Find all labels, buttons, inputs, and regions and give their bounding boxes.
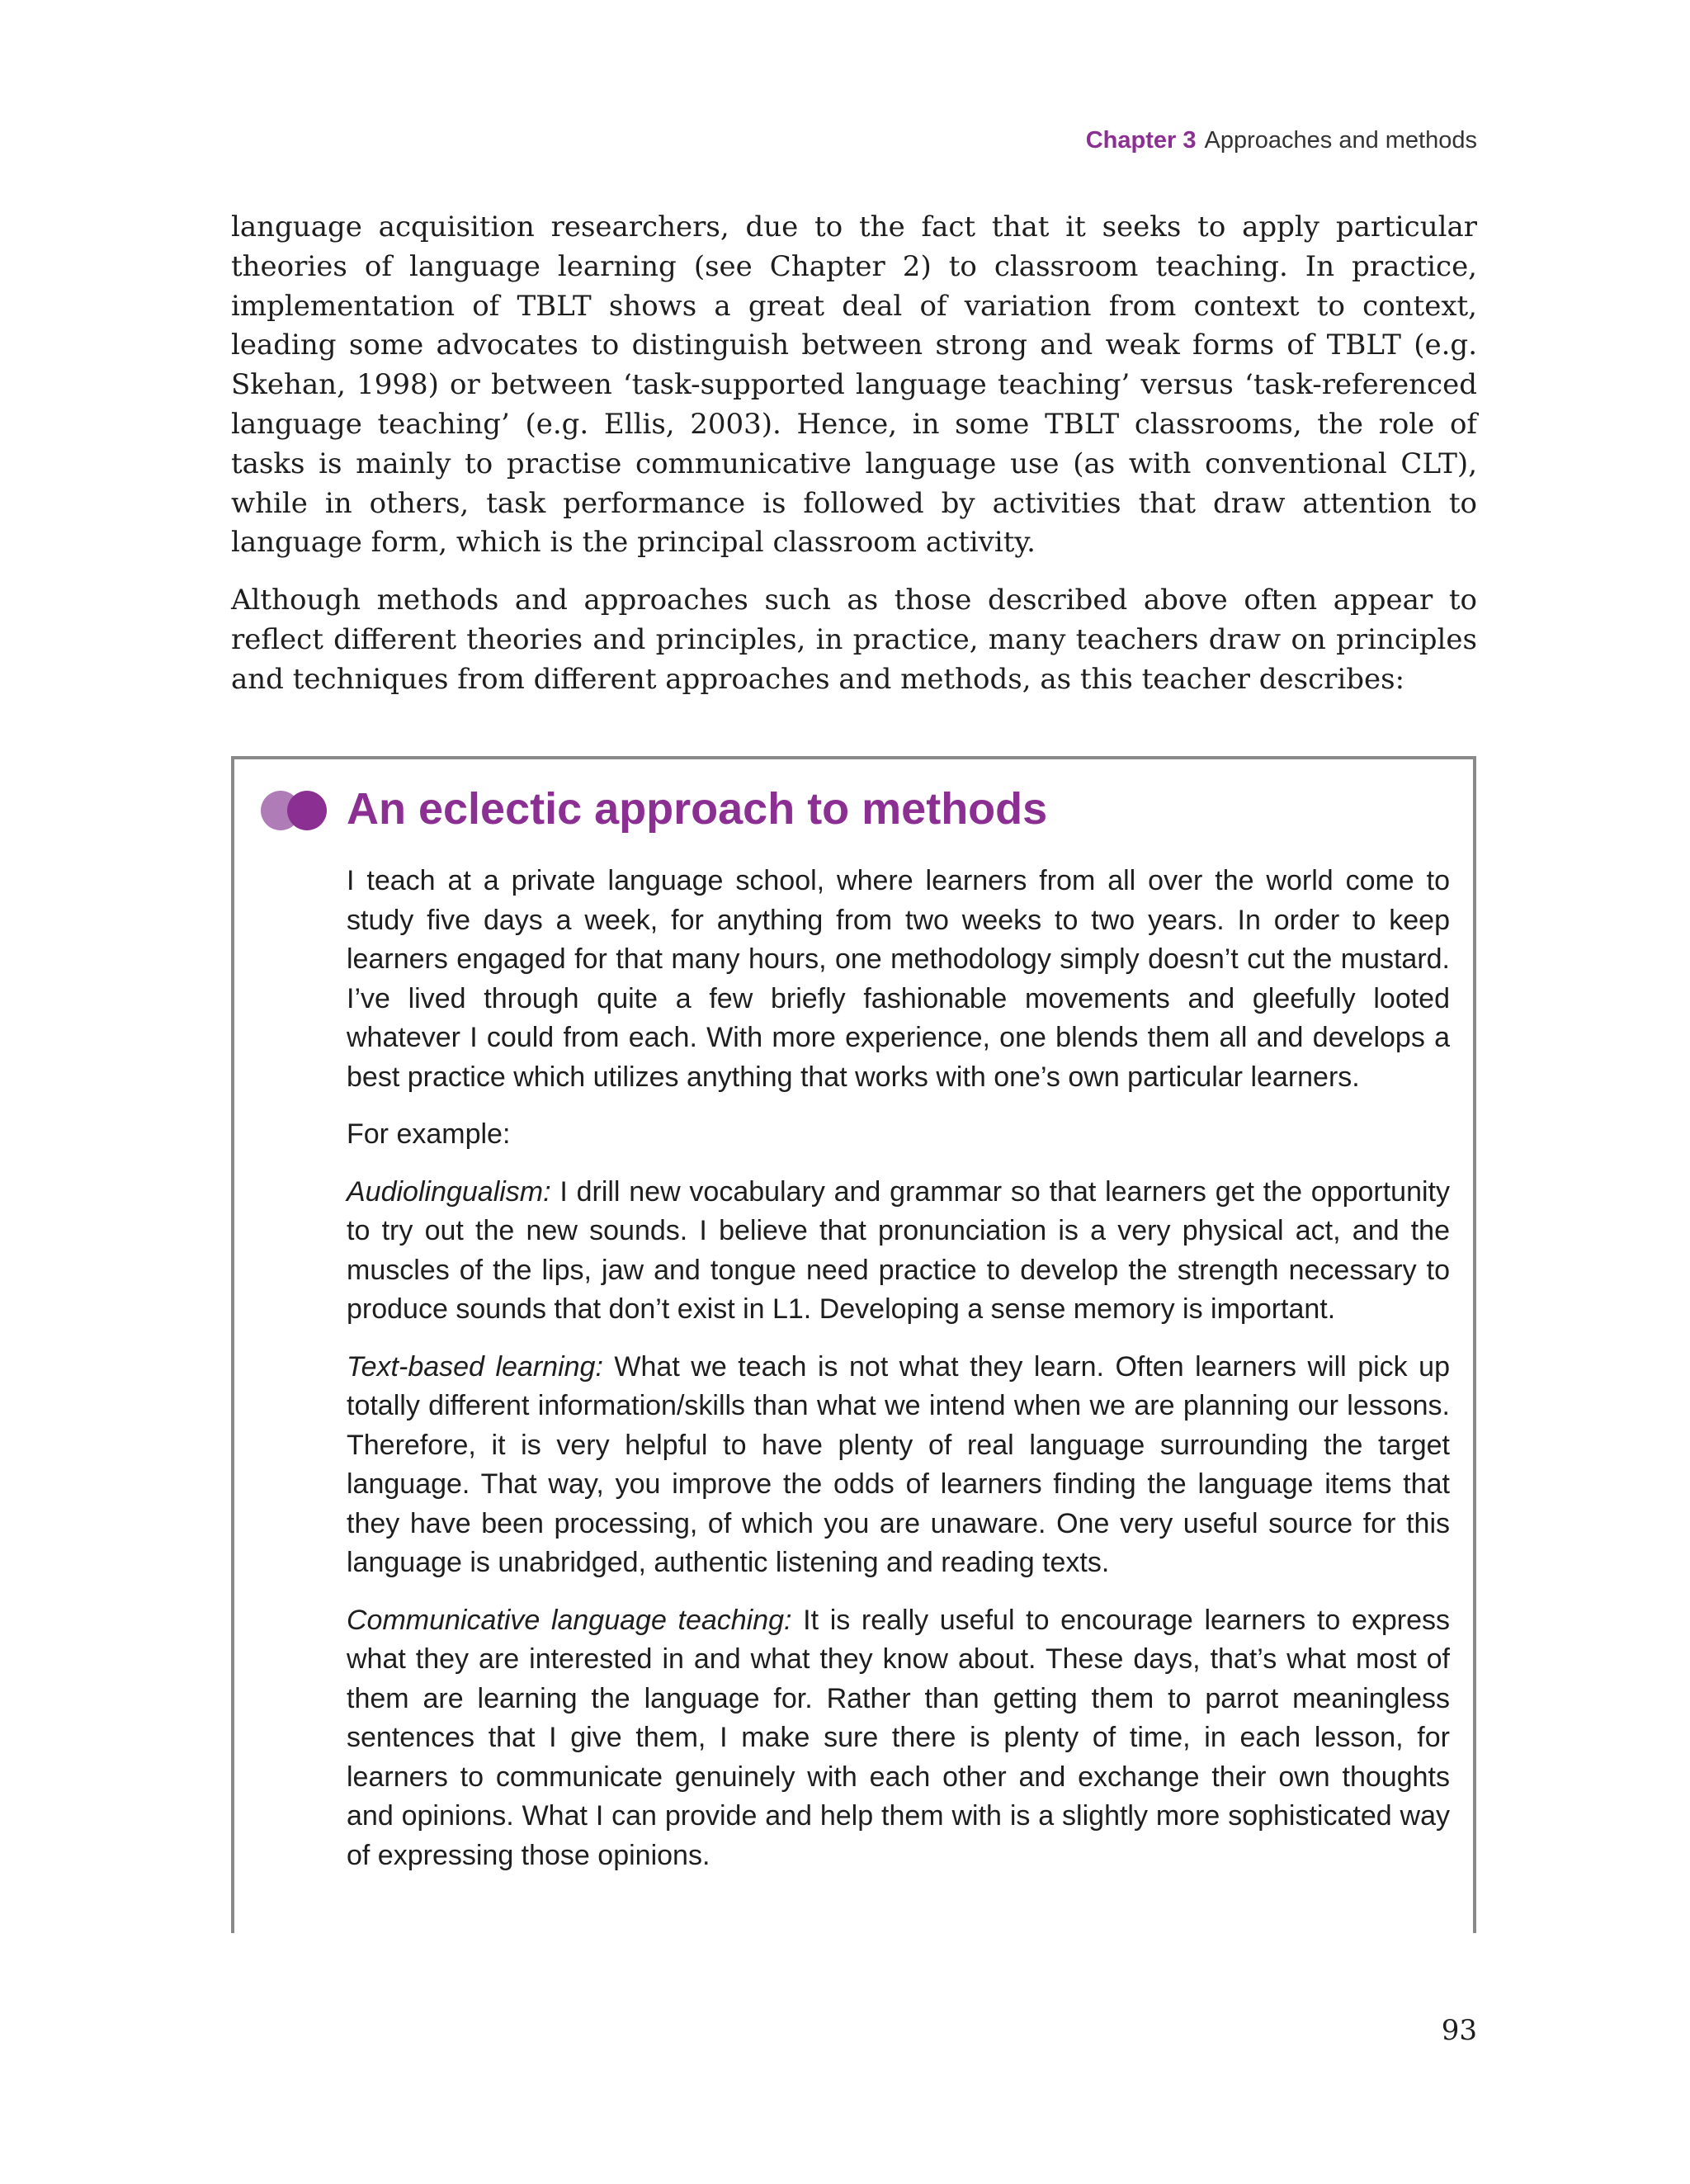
box-title: An eclectic approach to methods [347, 784, 1048, 834]
box-intro: I teach at a private language school, where learners from all over the world come to study five days a week, for anything from two weeks to two years. In order to keep learners engaged for that many hours, one methodology simply doesn’t cut the mustard. I’ve lived through quite a few briefly fashionable movements and gleefully looted whatever I could from each. With more experience, one blends them all and develops a best practice which utilizes anything that works with one’s own particular learners. [347, 865, 1450, 1093]
body-text [231, 208, 1477, 718]
case-study-box [231, 756, 1476, 1933]
page-number: 93 [1441, 2014, 1477, 2047]
example-item [347, 1601, 1450, 1876]
chapter-title: Approaches and methods [1204, 127, 1477, 154]
example-text: What we teach is not what they learn. Often learners will pick up totally different information/skills than what we intend when we are planning our lessons. Therefore, it is very helpful to have plenty of real language surrounding the target language. That way, you improve the odds of learners finding the language items that they have been processing, of which you are unaware. One very useful source for this language is unabridged, authentic listening and reading texts. [347, 1350, 1450, 1578]
body-paragraph: Although methods and approaches such as those described above often appear to reflect different theories and principles, in practice, many teachers draw on principles and techniques from different approaches and methods, as this teacher describes: [231, 584, 1477, 696]
example-term: Communicative language teaching: [347, 1604, 792, 1636]
body-paragraph: language acquisition researchers, due to the fact that it seeks to apply particular theories of language learning (see Chapter 2) to classroom teaching. In practice, implementation of TBLT shows a great deal of variation from context to context, leading some advocates to distinguish between strong and weak forms of TBLT (e.g. Skehan, 1998) or between ‘task-supported language teaching’ versus ‘task-referenced language teaching’ (e.g. Ellis, 2003). Hence, in some TBLT classrooms, the role of tasks is mainly to practise communicative language use (as with conventional CLT), while in others, task performance is followed by activities that draw attention to language form, which is the principal classroom activity. [231, 210, 1477, 560]
double-circle-icon [261, 789, 327, 832]
example-text: I drill new vocabulary and grammar so that learners get the opportunity to try out the new sounds. I believe that pronunciation is a very physical act, and the muscles of the lips, jaw and tongue need practice to develop the strength necessary to produce sounds that don’t exist in L1. Developing a sense memory is important. [347, 1175, 1450, 1325]
example-term: Audiolingualism: [347, 1175, 551, 1208]
box-body [347, 862, 1450, 1893]
example-item [347, 1173, 1450, 1330]
example-label: For example: [347, 1118, 511, 1150]
example-text: It is really useful to encourage learners to express what they are interested in and what they know about. These days, that’s what most of them are learning the language for. Rather than getting them to parrot meaningless sentences that I give them, I make sure there is plenty of time, in each lesson, for learners to communicate genuinely with each other and exchange their own thoughts and opinions. What I can provide and help them with is a slightly more sophisticated way of expressing those opinions. [347, 1604, 1450, 1871]
example-item [347, 1348, 1450, 1583]
example-term: Text-based learning: [347, 1350, 603, 1383]
chapter-label: Chapter 3 [1085, 127, 1197, 154]
running-head [1086, 127, 1477, 154]
